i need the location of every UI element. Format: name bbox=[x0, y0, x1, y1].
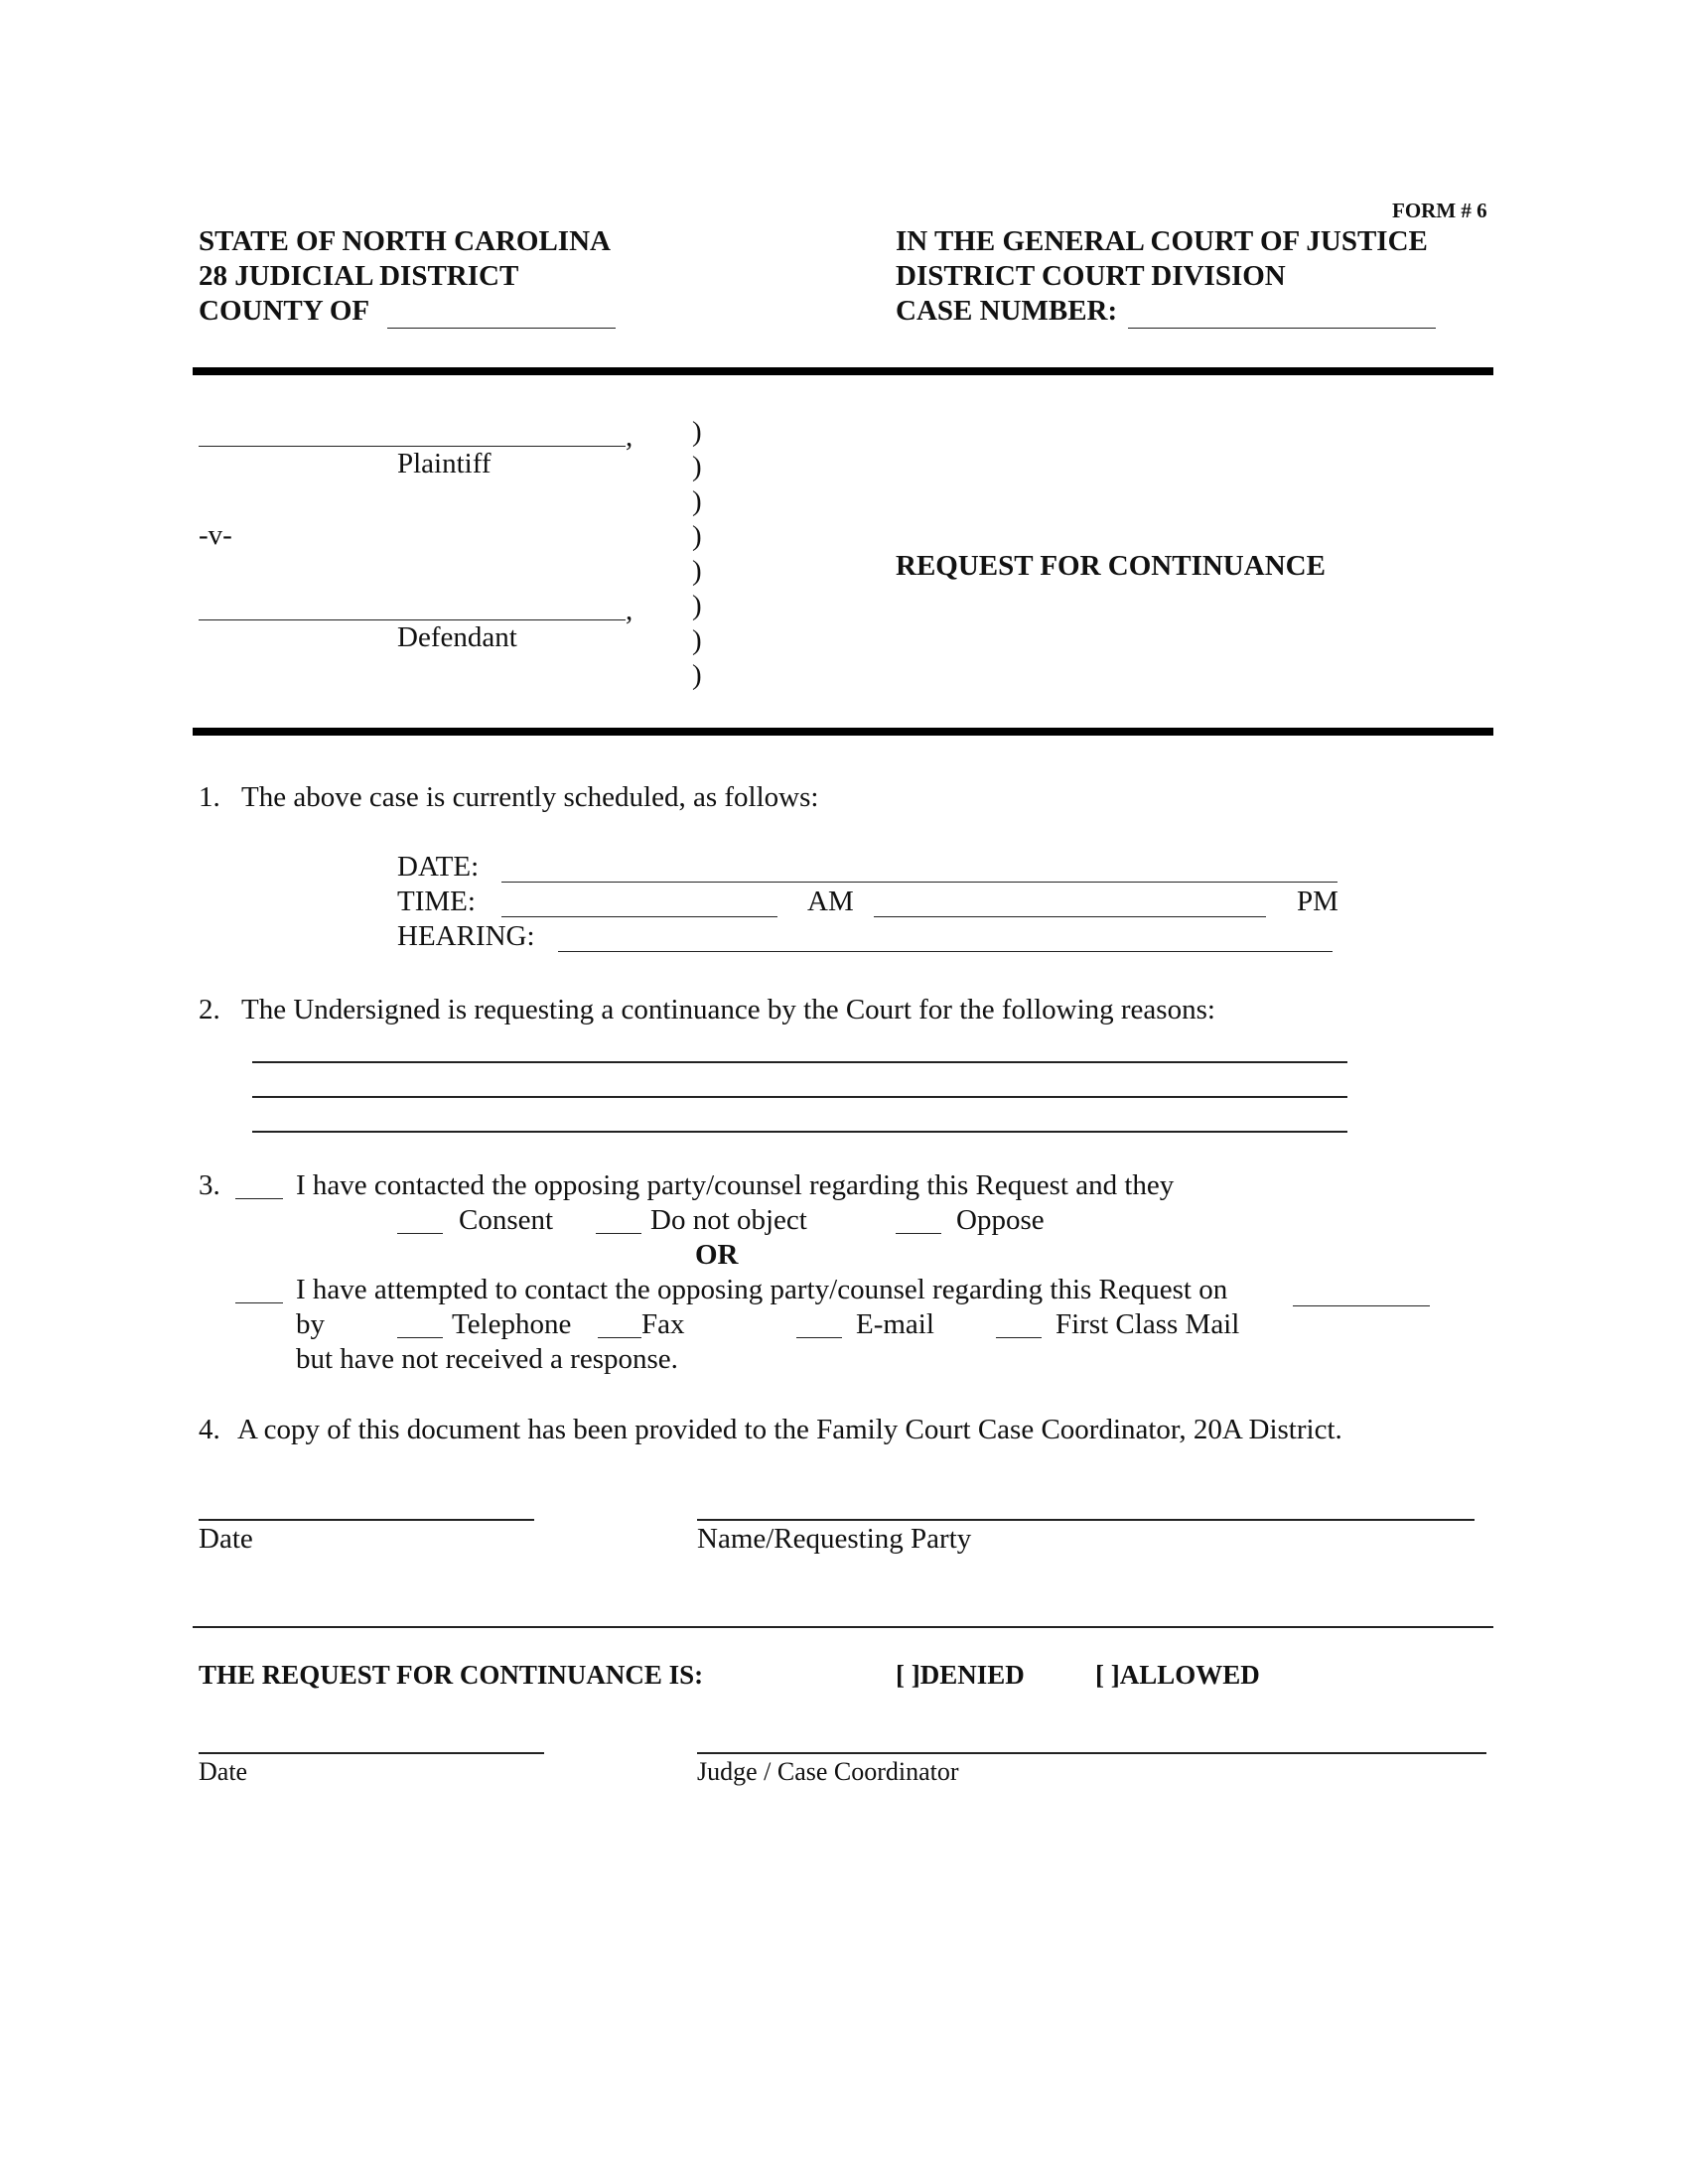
consent-label: Consent bbox=[459, 1204, 554, 1236]
telephone-label: Telephone bbox=[452, 1308, 572, 1340]
plaintiff-name-field[interactable] bbox=[199, 417, 626, 447]
caption-paren: ) bbox=[692, 416, 702, 448]
caption-paren: ) bbox=[692, 485, 702, 517]
requesting-party-label: Name/Requesting Party bbox=[697, 1523, 972, 1555]
defendant-comma: , bbox=[626, 595, 633, 626]
email-label: E-mail bbox=[856, 1308, 934, 1340]
caption-paren: ) bbox=[692, 555, 702, 587]
ruling-label: THE REQUEST FOR CONTINUANCE IS: bbox=[199, 1660, 704, 1690]
item-2-number: 2. bbox=[199, 994, 220, 1025]
reason-line-1[interactable] bbox=[252, 1061, 1347, 1063]
time-pm-field[interactable] bbox=[874, 887, 1266, 917]
attempt-date-field[interactable] bbox=[1293, 1276, 1430, 1306]
contacted-checkbox[interactable] bbox=[235, 1174, 283, 1199]
caption-paren: ) bbox=[692, 659, 702, 691]
email-checkbox[interactable] bbox=[796, 1313, 842, 1338]
plaintiff-comma: , bbox=[626, 421, 633, 453]
county-field[interactable] bbox=[387, 299, 616, 329]
hearing-label: HEARING: bbox=[397, 920, 535, 952]
oppose-checkbox[interactable] bbox=[896, 1209, 941, 1234]
ruling-divider bbox=[193, 1626, 1493, 1628]
caption-paren: ) bbox=[692, 520, 702, 552]
signature-date-line[interactable] bbox=[199, 1519, 534, 1521]
telephone-checkbox[interactable] bbox=[397, 1313, 443, 1338]
fax-label: Fax bbox=[641, 1308, 685, 1340]
allowed-checkbox[interactable]: [ ]ALLOWED bbox=[1095, 1660, 1260, 1690]
item-4-number: 4. bbox=[199, 1414, 220, 1445]
time-label: TIME: bbox=[397, 886, 476, 917]
judge-label: Judge / Case Coordinator bbox=[697, 1757, 959, 1786]
state-name: STATE OF NORTH CAROLINA bbox=[199, 225, 611, 257]
am-label: AM bbox=[807, 886, 854, 917]
scheduled-date-field[interactable] bbox=[501, 852, 1337, 883]
case-number-label: CASE NUMBER: bbox=[896, 295, 1118, 327]
reason-line-3[interactable] bbox=[252, 1131, 1347, 1133]
do-not-object-label: Do not object bbox=[650, 1204, 807, 1236]
signature-date-label: Date bbox=[199, 1523, 253, 1555]
judge-signature-line[interactable] bbox=[697, 1752, 1486, 1754]
caption-paren: ) bbox=[692, 451, 702, 482]
item-4-text: A copy of this document has been provided to the Family Court Case Coordinator, 20A District. bbox=[237, 1414, 1342, 1445]
ruling-date-label: Date bbox=[199, 1757, 248, 1786]
header-divider bbox=[193, 367, 1493, 375]
no-response-text: but have not received a response. bbox=[296, 1343, 678, 1375]
first-class-mail-label: First Class Mail bbox=[1055, 1308, 1240, 1340]
ruling-date-line[interactable] bbox=[199, 1752, 544, 1754]
defendant-label: Defendant bbox=[397, 621, 517, 653]
caption-divider bbox=[193, 728, 1493, 736]
attempted-checkbox[interactable] bbox=[235, 1279, 283, 1303]
hearing-field[interactable] bbox=[558, 921, 1333, 952]
county-label: COUNTY OF bbox=[199, 295, 370, 327]
court-name: IN THE GENERAL COURT OF JUSTICE bbox=[896, 225, 1428, 257]
defendant-name-field[interactable] bbox=[199, 591, 626, 620]
by-label: by bbox=[296, 1308, 325, 1340]
or-label: OR bbox=[695, 1239, 739, 1271]
caption-paren: ) bbox=[692, 590, 702, 621]
form-number: FORM # 6 bbox=[1392, 199, 1487, 222]
item-3-number: 3. bbox=[199, 1169, 220, 1201]
fax-checkbox[interactable] bbox=[598, 1313, 641, 1338]
document-title: REQUEST FOR CONTINUANCE bbox=[896, 550, 1326, 582]
requesting-party-line[interactable] bbox=[697, 1519, 1475, 1521]
consent-checkbox[interactable] bbox=[397, 1209, 443, 1234]
contacted-text: I have contacted the opposing party/counsel regarding this Request and they bbox=[296, 1169, 1175, 1201]
item-1-text: The above case is currently scheduled, as follows: bbox=[241, 781, 819, 813]
date-label: DATE: bbox=[397, 851, 480, 883]
reason-line-2[interactable] bbox=[252, 1096, 1347, 1098]
item-2-text: The Undersigned is requesting a continuance by the Court for the following reasons: bbox=[241, 994, 1215, 1025]
plaintiff-label: Plaintiff bbox=[397, 448, 492, 479]
denied-checkbox[interactable]: [ ]DENIED bbox=[896, 1660, 1025, 1690]
versus-label: -v- bbox=[199, 519, 232, 551]
time-am-field[interactable] bbox=[501, 887, 777, 917]
attempted-text: I have attempted to contact the opposing party/counsel regarding this Request on bbox=[296, 1274, 1228, 1305]
caption-paren: ) bbox=[692, 624, 702, 656]
case-number-field[interactable] bbox=[1128, 299, 1436, 329]
court-division: DISTRICT COURT DIVISION bbox=[896, 260, 1286, 292]
do-not-object-checkbox[interactable] bbox=[596, 1209, 641, 1234]
first-class-mail-checkbox[interactable] bbox=[996, 1313, 1042, 1338]
pm-label: PM bbox=[1297, 886, 1338, 917]
judicial-district: 28 JUDICIAL DISTRICT bbox=[199, 260, 519, 292]
oppose-label: Oppose bbox=[956, 1204, 1045, 1236]
item-1-number: 1. bbox=[199, 781, 220, 813]
